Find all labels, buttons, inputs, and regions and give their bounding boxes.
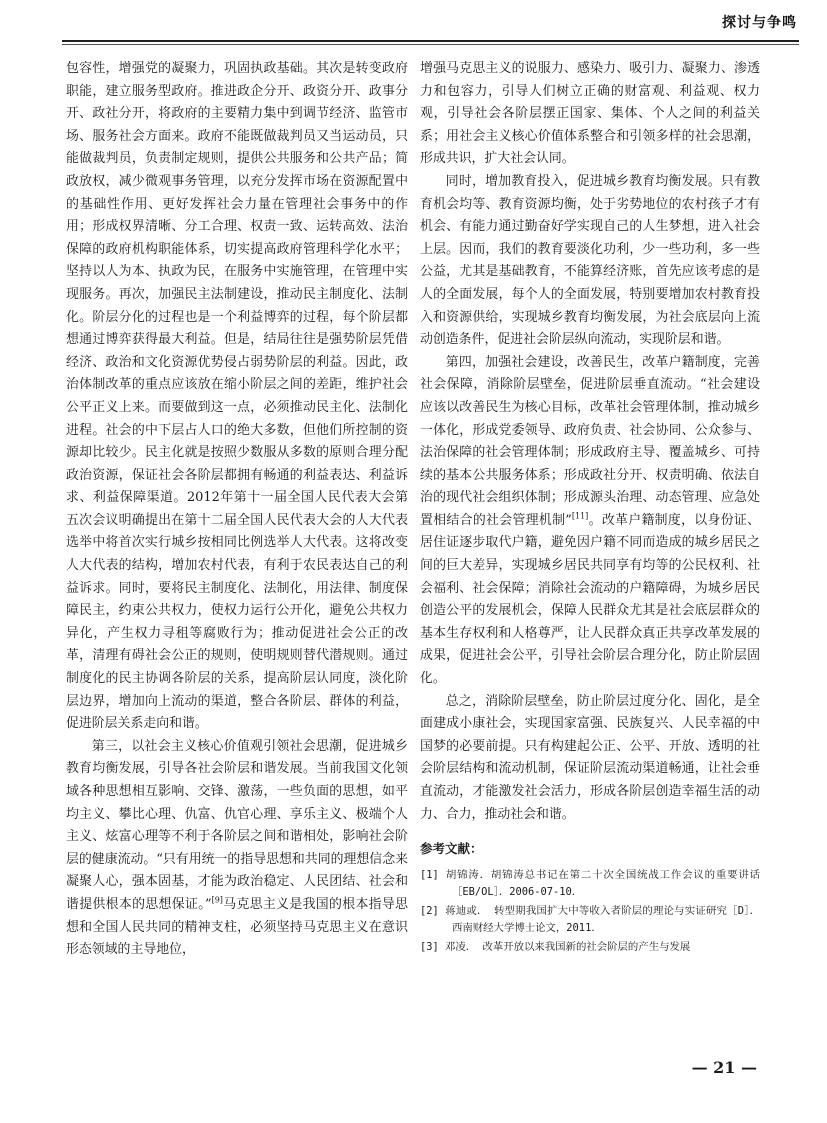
reference-item: [1] 胡锦涛．胡锦涛总书记在第二十次全国统战工作会议的重要讲话［EB/OL］．2006-07-10． bbox=[420, 868, 760, 898]
right-paragraph-3-text-b: 。改革户籍制度，以身份证、居住证逐步取代户籍，避免因户籍不同而造成的城乡居民之间的巨大差异，实现城乡居民共同享有均等的公民权利、社会福利、社会保障；消除社会流动的户籍障碍，为城乡居民创造公平的发展机会，保障人民群众尤其是社会底层群众的基本生存权利和人格尊严，让人民群众真正共享改革发展的成果，促进社会公平，引导社会阶层合理分化，防止阶层固化。 bbox=[420, 512, 760, 687]
left-paragraph-1: 包容性，增强党的凝聚力，巩固执政基础。其次是转变政府职能，建立服务型政府。推进政企分开、政资分开、政事分开、政社分开，将政府的主要精力集中到调节经济、监管市场、服务社会方面来。政府不能既做裁判员又当运动员，只能做裁判员，负责制定规则，提供公共服务和公共产品；简政放权，减少微观事务管理，以充分发挥市场在资源配置中的基础性作用、更好发挥社会力量在管理社会事务中的作用；形成权界清晰、分工合理、权责一致、运转高效、法治保障的政府机构职能体系，切实提高政府管理科学化水平；坚持以人为本、执政为民，在服务中实施管理，在管理中实现服务。再次，加强民主法制建设，推动民主制度化、法制化。阶层分化的过程也是一个利益博弈的过程，每个阶层都想通过博弈获得最大利益。但是，结局往往是强势阶层凭借经济、政治和文化资源优势侵占弱势阶层的利益。因此，政治体制改革的重点应该放在缩小阶层之间的差距，维护社会公平正义上来。而要做到这一点，必须推动民主化、法制化进程。社会的中下层占人口的绝大多数，但他们所控制的资源却比较少。民主化就是按照少数服从多数的原则合理分配政治资源，保证社会各阶层都拥有畅通的利益表达、利益诉求、利益保障渠道。2012年第十一届全国人民代表大会第五次会议明确提出在第十二届全国人民代表大会的人大代表选举中将首次实行城乡按相同比例选举人大代表。这将改变人大代表的结构，增加农村代表，有利于农民表达自己的利益诉求。同时，要将民主制度化、法制化，用法律、制度保障民主，约束公共权力，使权力运行公开化，避免公共权力异化，产生权力寻租等腐败行为；推动促进社会公正的改革，清理有碍社会公正的规则，使明规则替代潜规则。通过制度化的民主协调各阶层的关系，提高阶层认同度，淡化阶层边界，增加向上流动的渠道，整合各阶层、群体的利益，促进阶层关系走向和谐。 bbox=[66, 61, 408, 732]
page-number: — 21 — bbox=[691, 1058, 757, 1077]
right-column bbox=[420, 58, 760, 958]
citation-11: [11] bbox=[571, 511, 589, 521]
left-column bbox=[66, 58, 408, 962]
right-paragraph-1: 增强马克思主义的说服力、感染力、吸引力、凝聚力、渗透力和包容力，引导人们树立正确的财富观、利益观、权力观，引导社会各阶层摆正国家、集体、个人之间的利益关系；用社会主义核心价值体系整合和引领多样的社会思潮，形成共识，扩大社会认同。 bbox=[420, 61, 760, 167]
section-label: 探讨与争鸣 bbox=[722, 15, 797, 31]
citation-9: [9] bbox=[211, 895, 223, 905]
reference-item: [3] 邓凌． 改革开放以来我国新的社会阶层的产生与发展 bbox=[420, 940, 691, 953]
right-paragraph-3 bbox=[420, 352, 760, 691]
left-paragraph-2 bbox=[66, 736, 408, 962]
header-rule bbox=[62, 40, 799, 42]
left-paragraph-2-text-b: 马克思主义是我国的根本指导思想和全国人民共同的精神支柱，必须坚持马克思主义在意识形态领域的主导地位， bbox=[66, 896, 409, 958]
right-paragraph-3-text-a: 第四，加强社会建设，改善民生，改革户籍制度，完善社会保障，消除阶层壁垒，促进阶层垂直流动。“社会建设应该以改善民生为核心目标，改革社会管理体制，推动城乡一体化，形成党委领导、政府负责、社会协同、公众参与、法治保障的社会管理体制；形成政府主导、覆盖城乡、可持续的基本公共服务体系；形成政社分开、权责明确、依法自治的现代社会组织体制；形成源头治理、动态管理、应急处置相结合的社会管理机制” bbox=[420, 354, 760, 528]
left-paragraph-2-text-a: 第三，以社会主义核心价值观引领社会思潮，促进城乡教育均衡发展，引导各社会阶层和谐发展。当前我国文化领域各种思想相互影响、交锋、激荡，一些负面的思想，如平均主义、攀比心理、仇富、仇官心理、享乐主义、极端个人主义、炫富心理等不利于各阶层之间和谐相处，影响社会阶层的健康流动。“只有用统一的指导思想和共同的理想信念来凝聚人心，强本固基，才能为政治稳定、人民团结、社会和谐提供根本的思想保证。” bbox=[66, 738, 408, 912]
right-paragraph-2: 同时，增加教育投入，促进城乡教育均衡发展。只有教育机会均等、教育资源均衡，处于劣势地位的农村孩子才有机会、有能力通过勤奋好学实现自己的人生梦想，进入社会上层。因而，我们的教育要淡化功利，少一些功利，多一些公益，尤其是基础教育，不能算经济账，首先应该考虑的是人的全面发展，每个人的全面发展，特别要增加农村教育投入和资源供给，实现城乡教育均衡发展，为社会底层向上流动创造条件，促进社会阶层纵向流动，实现阶层和谐。 bbox=[420, 173, 760, 348]
reference-item: [2] 蒋迪或． 转型期我国扩大中等收入者阶层的理论与实证研究［D］． 西南财经大学博士论文，2011． bbox=[420, 904, 760, 934]
right-paragraph-4: 总之，消除阶层壁垒，防止阶层过度分化、固化，是全面建成小康社会，实现国家富强、民族复兴、人民幸福的中国梦的必要前提。只有构建起公正、公平、开放、透明的社会阶层结构和流动机制，保证阶层流动渠道畅通，让社会垂直流动，才能激发社会活力，形成各阶层创造幸福生活的动力、合力，推动社会和谐。 bbox=[420, 693, 760, 822]
references-title: 参考文献： bbox=[420, 841, 483, 857]
